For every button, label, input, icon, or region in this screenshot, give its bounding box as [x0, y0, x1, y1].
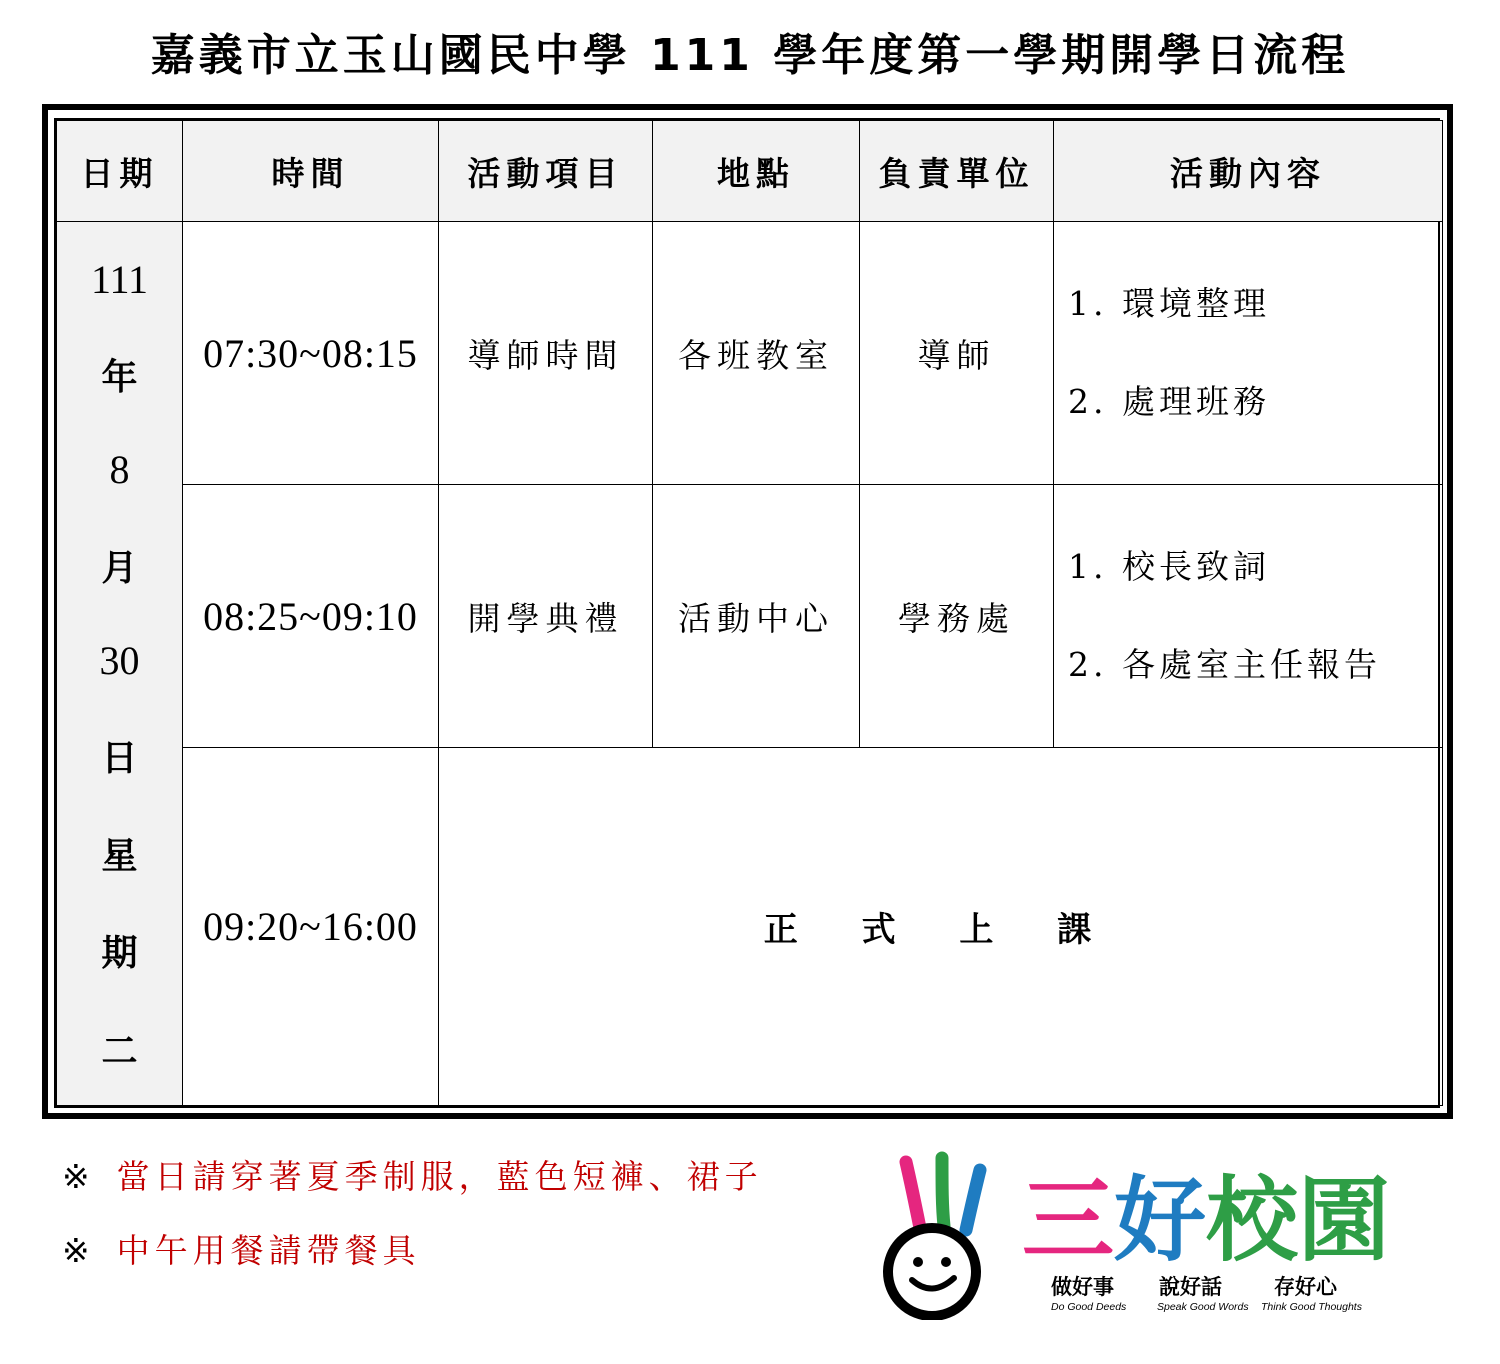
date-month: 8	[109, 447, 130, 493]
content-item: 1. 校長致詞	[1068, 547, 1270, 586]
content-cell	[1054, 485, 1443, 748]
table-row	[57, 485, 1443, 748]
header-location: 地點	[653, 121, 860, 222]
logo-char-san	[1022, 1167, 1390, 1274]
weekday-char-1: 星	[101, 835, 138, 877]
smiley-eye-icon	[913, 1257, 923, 1267]
date-char-year: 年	[101, 356, 138, 398]
formal-class-cell: 正 式 上 課	[439, 748, 1443, 1106]
smiley-eye-icon	[941, 1257, 951, 1267]
date-char-day: 日	[101, 738, 138, 780]
logo-slogan-en-2: Speak Good Words	[1157, 1301, 1249, 1313]
date-vertical-text	[57, 244, 182, 1084]
weekday-char-3: 二	[101, 1030, 138, 1072]
logo-char: 好	[1114, 1167, 1207, 1274]
date-year: 111	[90, 256, 149, 302]
header-time: 時間	[183, 121, 439, 222]
smiley-face-icon	[888, 1228, 976, 1316]
logo-slogan-en-3: Think Good Thoughts	[1261, 1301, 1362, 1313]
logo-slogan-2: 說好話	[1159, 1274, 1222, 1299]
note-text: 中午用餐請帶餐具	[116, 1231, 421, 1270]
note-text: 當日請穿著夏季制服，藍色短褲、裙子	[116, 1157, 763, 1196]
note-item	[62, 1140, 763, 1214]
header-unit: 負責單位	[860, 121, 1054, 222]
header-content: 活動內容	[1054, 121, 1443, 222]
content-cell	[1054, 222, 1443, 485]
content-item: 1. 環境整理	[1068, 284, 1270, 323]
schedule-table	[56, 120, 1443, 1106]
note-mark: ※	[62, 1231, 95, 1270]
time-cell: 09:20~16:00	[183, 748, 439, 1106]
schedule-frame	[42, 104, 1453, 1119]
note-mark: ※	[62, 1157, 95, 1196]
header-activity: 活動項目	[439, 121, 653, 222]
content-item: 2. 處理班務	[1068, 382, 1270, 421]
three-good-campus-logo	[876, 1148, 1406, 1320]
location-cell: 活動中心	[653, 485, 860, 748]
notes	[62, 1140, 763, 1288]
weekday-char-2: 期	[101, 933, 138, 975]
time-cell: 07:30~08:15	[183, 222, 439, 485]
unit-cell: 導師	[860, 222, 1054, 485]
logo-ray-pink	[906, 1162, 920, 1228]
logo-slogan-en-1: Do Good Deeds	[1051, 1301, 1127, 1313]
location-cell: 各班教室	[653, 222, 860, 485]
page-title: 嘉義市立玉山國民中學 111 學年度第一學期開學日流程	[150, 30, 1350, 81]
logo-char: 校	[1206, 1167, 1299, 1274]
date-cell	[57, 222, 183, 1106]
table-row	[57, 748, 1443, 1106]
note-item	[62, 1214, 763, 1288]
schedule-inner-border	[54, 118, 1440, 1108]
unit-cell: 學務處	[860, 485, 1054, 748]
logo-slogan-3: 存好心	[1274, 1274, 1337, 1299]
table-row	[57, 222, 1443, 485]
date-char-month: 月	[101, 547, 138, 589]
header-date: 日期	[57, 121, 183, 222]
date-day: 30	[99, 638, 140, 683]
logo-ray-green	[942, 1158, 944, 1226]
activity-cell: 導師時間	[439, 222, 653, 485]
smiley-mouth-icon	[912, 1278, 954, 1289]
logo-char: 園	[1298, 1167, 1391, 1274]
time-cell: 08:25~09:10	[183, 485, 439, 748]
logo-slogan-1: 做好事	[1051, 1274, 1114, 1299]
header-row	[57, 121, 1443, 222]
activity-cell: 開學典禮	[439, 485, 653, 748]
content-item: 2. 各處室主任報告	[1068, 645, 1381, 684]
logo-char: 三	[1022, 1167, 1115, 1274]
logo-ray-blue	[966, 1170, 980, 1230]
